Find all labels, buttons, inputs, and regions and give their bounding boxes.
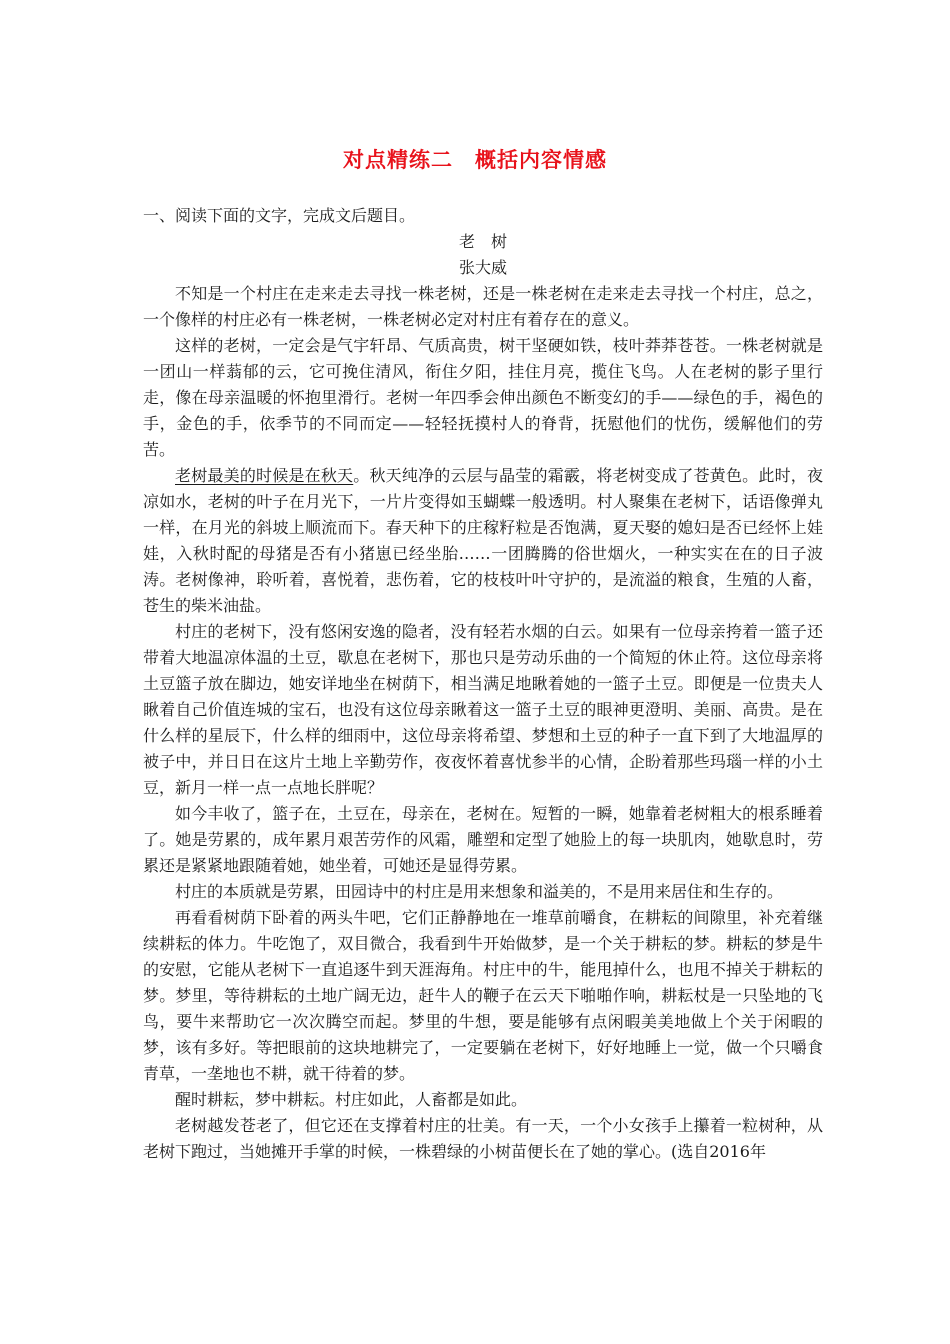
paragraph-7: 再看看树荫下卧着的两头牛吧，它们正静静地在一堆草前嚼食，在耕耘的间隙里，补充着继续耕耘的体力。牛吃饱了，双目微合，我看到牛开始做梦，是一个关于耕耘的梦。耕耘的梦是牛的安慰，它能从老树下一直追逐牛到天涯海角。村庄中的牛，能甩掉什么，也甩不掉关于耕耘的梦。梦里，等待耕耘的土地广阔无边，赶牛人的鞭子在云天下啪啪作响，耕耘杖是一只坠地的飞鸟，要牛来帮助它一次次腾空而起。梦里的牛想，要是能够有点闲暇美美地做上个关于闲暇的梦，该有多好。等把眼前的这块地耕完了，一定要躺在老树下，好好地睡上一觉，做一个只嚼食青草，一垄地也不耕，就干待着的梦。 <box>143 908 823 1083</box>
paragraph-5: 如今丰收了，篮子在，土豆在，母亲在，老树在。短暂的一瞬，她靠着老树粗大的根系睡着了。她是劳累的，成年累月艰苦劳作的风霜，雕塑和定型了她脸上的每一块肌肉，她歇息时，劳累还是紧紧地跟随着她，她坐着，可她还是显得劳累。 <box>143 804 823 875</box>
question-instruction: 一、阅读下面的文字，完成文后题目。 <box>143 206 416 225</box>
paragraph-1: 不知是一个村庄在走来走去寻找一株老树，还是一株老树在走来走去寻找一个村庄，总之，一个像样的村庄必有一株老树，一株老树必定对村庄有着存在的意义。 <box>143 284 823 329</box>
article-author: 张大威 <box>458 258 507 277</box>
underlined-sentence: 老树最美的时候是在秋天 <box>175 466 354 485</box>
document-title: 对点精练二 概括内容情感 <box>343 148 607 172</box>
paragraph-8: 醒时耕耘，梦中耕耘。村庄如此，人畜都是如此。 <box>175 1090 528 1109</box>
article-title: 老 树 <box>458 232 507 251</box>
paragraph-6: 村庄的本质就是劳累，田园诗中的村庄是用来想象和溢美的，不是用来居住和生存的。 <box>175 882 784 901</box>
paragraph-3-text: 。秋天纯净的云层与晶莹的霜霰，将老树变成了苍黄色。此时，夜凉如水，老树的叶子在月光下，一片片变得如玉蝴蝶一般透明。村人聚集在老树下，话语像弹丸一样，在月光的斜坡上顺流而下。春天种下的庄稼籽粒是否饱满，夏天娶的媳妇是否已经怀上娃娃，入秋时配的母猪是否有小猪崽已经坐胎……一团腾腾的俗世烟火，一种实实在在的日子波涛。老树像神，聆听着，喜悦着，悲伤着，它的枝枝叶叶守护的，是流溢的粮食，生殖的人畜，苍生的柴米油盐。 <box>143 466 823 615</box>
paragraph-3 <box>143 463 823 619</box>
paragraph-2: 这样的老树，一定会是气宇轩昂、气质高贵，树干坚硬如铁，枝叶莽莽苍苍。一株老树就是一团山一样蓊郁的云，它可挽住清风，衔住夕阳，挂住月亮，揽住飞鸟。人在老树的影子里行走，像在母亲温暖的怀抱里滑行。老树一年四季会伸出颜色不断变幻的手——绿色的手，褐色的手，金色的手，依季节的不同而定——轻轻抚摸村人的脊背，抚慰他们的忧伤，缓解他们的劳苦。 <box>143 336 823 459</box>
document-body <box>143 203 823 1165</box>
paragraph-4: 村庄的老树下，没有悠闲安逸的隐者，没有轻若水烟的白云。如果有一位母亲挎着一篮子还带着大地温凉体温的土豆，歇息在老树下，那也只是劳动乐曲的一个简短的休止符。这位母亲将土豆篮子放在脚边，她安详地坐在树荫下，相当满足地瞅着她的一篮子土豆。即便是一位贵夫人瞅着自己价值连城的宝石，也没有这位母亲瞅着这一篮子土豆的眼神更澄明、美丽、高贵。是在什么样的星辰下，什么样的细雨中，这位母亲将希望、梦想和土豆的种子一直下到了大地温厚的被子中，并日日在这片土地上辛勤劳作，夜夜怀着喜忧参半的心情，企盼着那些玛瑙一样的小土豆，新月一样一点一点地长胖呢？ <box>143 622 823 797</box>
paragraph-9: 老树越发苍老了，但它还在支撑着村庄的壮美。有一天，一个小女孩手上攥着一粒树种，从老树下跑过，当她摊开手掌的时候，一株碧绿的小树苗便长在了她的掌心。(选自2016年 <box>143 1116 823 1161</box>
